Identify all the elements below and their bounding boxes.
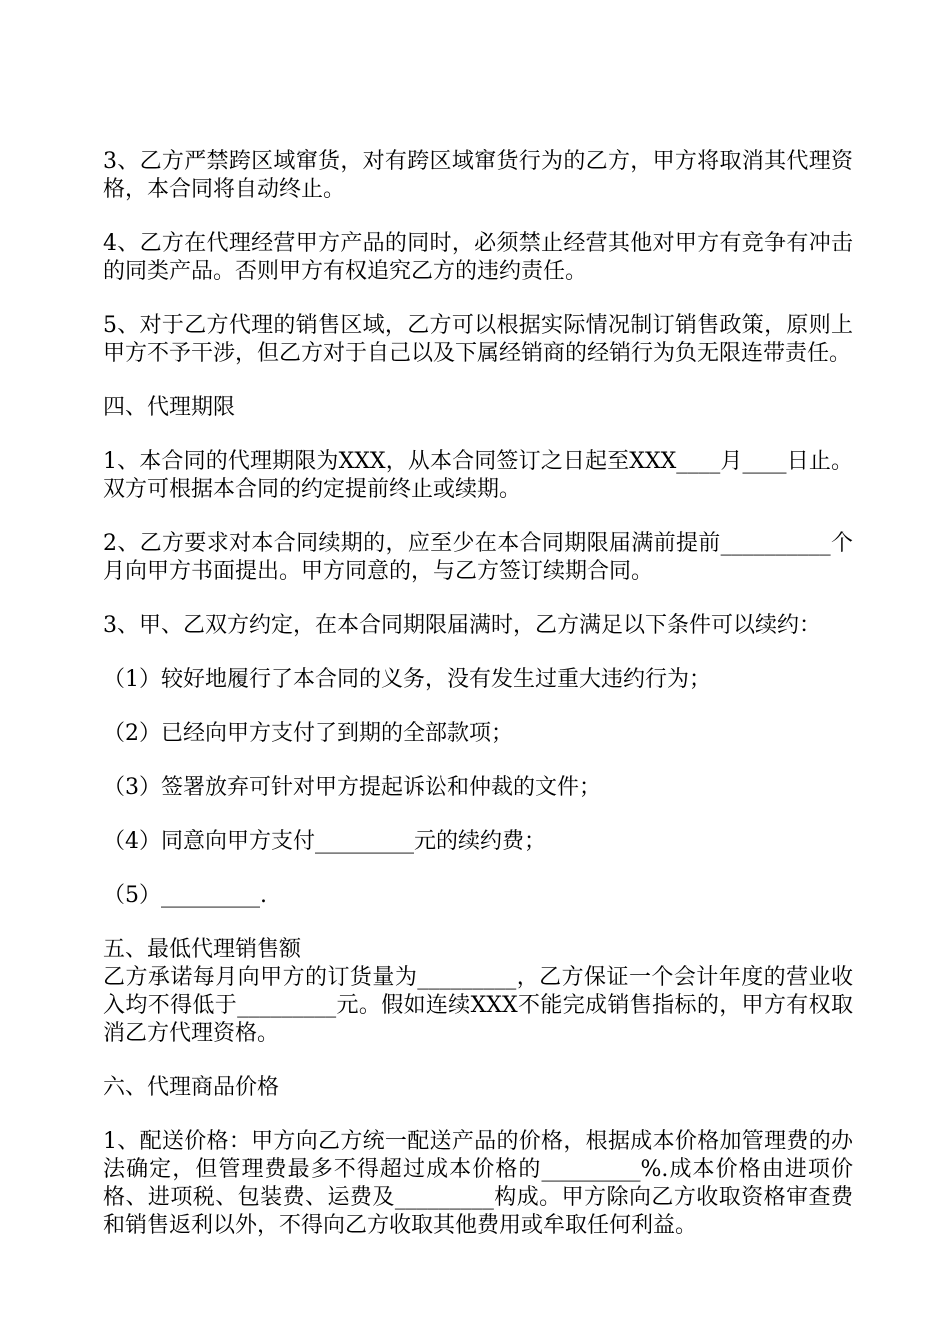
renewal-condition-4: （4）同意向甲方支付_________元的续约费； (103, 829, 546, 854)
clause-4-paragraph: 4、乙方在代理经营甲方产品的同时，必须禁止经营其他对甲方有竞争有冲击的同类产品。否则甲方有权追究乙方的违约责任。 (103, 231, 853, 284)
renewal-condition-3: （3）签署放弃可针对甲方提起诉讼和仲裁的文件； (103, 775, 601, 800)
term-clause-1-paragraph: 1、本合同的代理期限为XXX，从本合同签订之日起至XXX____月____日止。双方可根据本合同的约定提前终止或续期。 (103, 449, 853, 502)
term-clause-3-paragraph: 3、甲、乙双方约定，在本合同期限届满时，乙方满足以下条件可以续约： (103, 613, 821, 638)
renewal-condition-2: （2）已经向甲方支付了到期的全部款项； (103, 721, 513, 746)
clause-5-paragraph: 5、对于乙方代理的销售区域，乙方可以根据实际情况制订销售政策，原则上甲方不予干涉，但乙方对于自己以及下属经销商的经销行为负无限连带责任。 (103, 313, 853, 366)
price-clause-1-paragraph: 1、配送价格：甲方向乙方统一配送产品的价格，根据成本价格加管理费的办法确定，但管理费最多不得超过成本价格的_________%.成本价格由进项价格、进项税、包装费、运费及_________构成。甲方除向乙方收取资格审查费和销售返利以外，不得向乙方收取其他费用或牟取任何利益。 (103, 1129, 853, 1238)
section-heading-minimum-sales: 五、最低代理销售额 (103, 937, 302, 962)
renewal-condition-1: （1）较好地履行了本合同的义务，没有发生过重大违约行为； (103, 667, 711, 692)
term-clause-2-paragraph: 2、乙方要求对本合同续期的，应至少在本合同期限届满前提前__________个月向甲方书面提出。甲方同意的，与乙方签订续期合同。 (103, 531, 853, 584)
section-heading-agency-term: 四、代理期限 (103, 395, 236, 420)
clause-3-paragraph: 3、乙方严禁跨区域窜货，对有跨区域窜货行为的乙方，甲方将取消其代理资格，本合同将自动终止。 (103, 149, 853, 202)
renewal-condition-5: （5）_________. (103, 883, 267, 908)
section-heading-product-price: 六、代理商品价格 (103, 1075, 280, 1100)
minimum-sales-paragraph: 乙方承诺每月向甲方的订货量为_________，乙方保证一个会计年度的营业收入均不得低于_________元。假如连续XXX不能完成销售指标的，甲方有权取消乙方代理资格。 (103, 965, 853, 1046)
document-body (103, 148, 853, 1266)
